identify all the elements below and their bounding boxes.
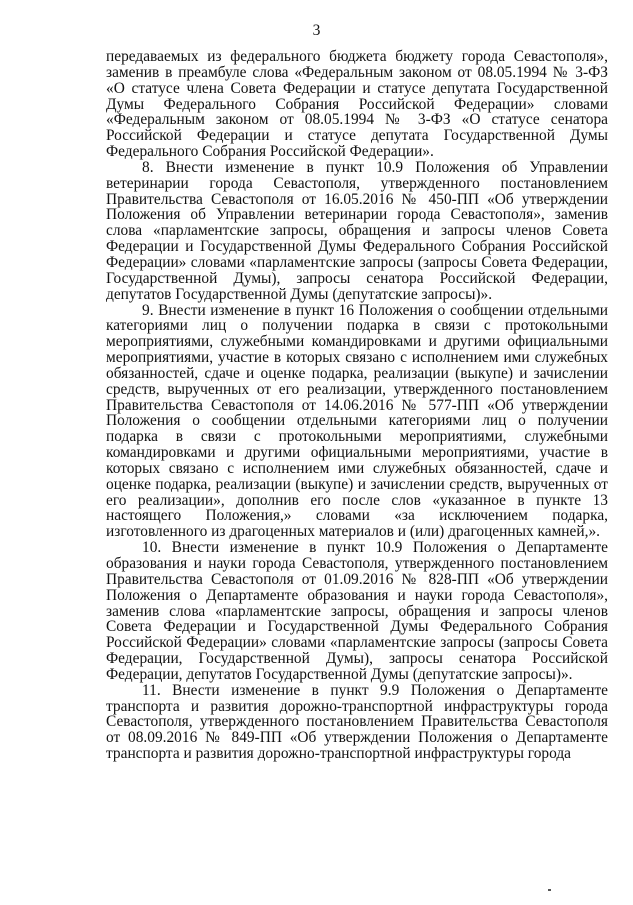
paragraph-continuation: передаваемых из федерального бюджета бюджету города Севастополя», заменив в преамбуле слова «Федеральным законом от 08.05.1994 № 3-ФЗ «О статусе члена Совета Федерации и статусе депутата Государственной Думы Федерального Собрания Российской Федерации» словами «Федеральным законом от 08.05.1994 № 3-ФЗ «О статусе сенатора Российской Федерации и статусе депутата Государственной Думы Федерального Собрания Российской Федерации». (106, 48, 608, 161)
paragraph-item-10: 10. Внести изменение в пункт 10.9 Положения о Департаменте образования и науки города Севастополя, утвержденного постановлением Правительства Севастополя от 01.09.2016 № 828-ПП «Об утверждении Положения о Департаменте образования и науки города Севастополя», заменив слова «парламентские запросы, обращения и запросы членов Совета Федерации и Государственной Думы Федерального Собрания Российской Федерации» словами «парламентские запросы (запросы Совета Федерации, Государственной Думы), запросы сенатора Российской Федерации, депутатов Государственной Думы (депутатские запросы)». (106, 539, 608, 683)
scan-speck (548, 889, 551, 891)
paragraph-item-11: 11. Внести изменение в пункт 9.9 Положения о Департаменте транспорта и развития дорожно-транспортной инфраструктуры города Севастополя, утвержденного постановлением Правительства Севастополя от 08.09.2016 № 849-ПП «Об утверждении Положения о Департаменте транспорта и развития дорожно-транспортной инфраструктуры города (106, 681, 608, 763)
paragraph-item-9: 9. Внести изменение в пункт 16 Положения о сообщении отдельными категориями лиц о получении подарка в связи с протокольными мероприятиями, служебными командировками и другими официальными мероприятиями, участие в которых связано с исполнением ими служебных обязанностей, сдаче и оценке подарка, реализации (выкупе) и зачислении средств, вырученных от его реализации, утвержденного постановлением Правительства Севастополя от 14.06.2016 № 577-ПП «Об утверждении Положения о сообщении отдельными категориями лиц о получении подарка в связи с протокольными мероприятиями, служебными командировками и другими официальными мероприятиями, участие в которых связано с исполнением ими служебных обязанностей, сдаче и оценке подарка, реализации (выкупе) и зачислении средств, вырученных от его реализации», дополнив его после слов «указанное в пункте 13 настоящего Положения,» словами «за исключением подарка, изготовленного из драгоценных материалов и (или) драгоценных камней,». (106, 301, 608, 541)
page-number: 3 (312, 22, 321, 39)
paragraph-item-8: 8. Внести изменение в пункт 10.9 Положения об Управлении ветеринарии города Севастополя, утвержденного постановлением Правительства Севастополя от 16.05.2016 № 450-ПП «Об утверждении Положения об Управлении ветеринарии города Севастополя», заменив слова «парламентские запросы, обращения и запросы членов Совета Федерации и Государственной Думы Федерального Собрания Российской Федерации» словами «парламентские запросы (запросы Совета Федерации, Государственной Думы), запросы сенатора Российской Федерации, депутатов Государственной Думы (депутатские запросы)». (106, 158, 608, 303)
document-body (106, 49, 608, 762)
